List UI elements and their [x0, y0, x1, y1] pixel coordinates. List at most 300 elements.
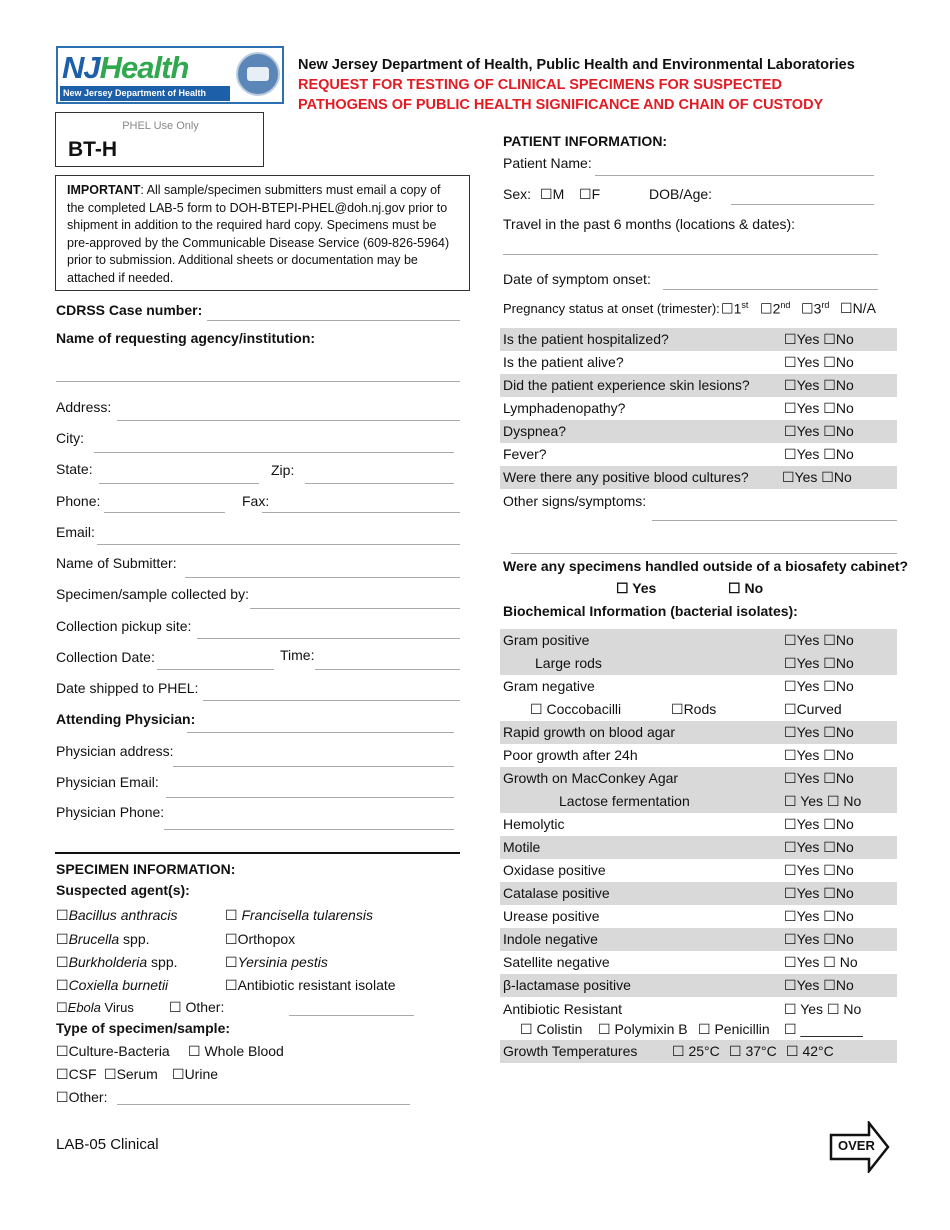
checkbox-icon: ☐ — [698, 1021, 711, 1037]
no-label: No — [833, 469, 852, 485]
pickup-field[interactable] — [197, 638, 460, 639]
yes-no-checkbox[interactable] — [781, 351, 854, 374]
no-label: No — [835, 354, 854, 370]
type-csf-checkbox[interactable] — [56, 1066, 97, 1083]
yes-label: Yes — [796, 862, 820, 878]
biosafety-label: Were any specimens handled outside of a biosafety cabinet? — [503, 558, 909, 574]
submitter-label: Name of Submitter: — [56, 555, 177, 571]
zip-field[interactable] — [305, 483, 454, 484]
checkbox-icon: ☐ — [784, 977, 797, 993]
trimester-1-checkbox[interactable] — [721, 300, 748, 318]
collection-date-field[interactable] — [157, 669, 274, 670]
no-label: No — [835, 400, 854, 416]
zip-label: Zip: — [271, 462, 295, 478]
checkbox-icon: ☐ — [823, 770, 836, 786]
patient-name-field[interactable] — [595, 175, 874, 176]
checkbox-label: M — [552, 186, 565, 202]
yes-no-checkbox[interactable] — [781, 882, 854, 905]
checkbox-icon: ☐ — [225, 907, 238, 923]
question-label: Lymphadenopathy? — [503, 400, 626, 416]
biochem-label: Gram positive — [503, 632, 590, 648]
agent-bacillus-checkbox[interactable] — [56, 907, 178, 924]
agent-label: Other: — [185, 999, 225, 1015]
no-label: No — [843, 793, 862, 809]
address-label: Address: — [56, 399, 112, 415]
question-label: Is the patient alive? — [503, 354, 624, 370]
checkbox-icon: ☐ — [823, 377, 836, 393]
agent-label: Orthopox — [237, 931, 296, 947]
section-divider — [55, 852, 460, 854]
checkbox-icon: ☐ — [826, 793, 840, 809]
question-label: Dyspnea? — [503, 423, 567, 439]
agent-label: Ebola — [67, 1000, 101, 1015]
checkbox-label: Curved — [796, 701, 842, 717]
other-signs-field-2[interactable] — [511, 553, 897, 554]
checkbox-icon: ☐ — [784, 400, 797, 416]
yes-label: Yes — [794, 469, 818, 485]
other-signs-field[interactable] — [652, 520, 897, 521]
checkbox-label: 1 — [733, 300, 742, 317]
dob-label: DOB/Age: — [649, 186, 713, 202]
yes-label: Yes — [796, 770, 820, 786]
no-label: No — [843, 1001, 862, 1017]
logo-tagline: New Jersey Department of Health — [60, 86, 230, 101]
yes-label: Yes — [796, 954, 820, 970]
yes-no-checkbox[interactable] — [781, 397, 854, 420]
important-text: : All sample/specimen submitters must email a copy of the completed LAB-5 form to DOH-BTEPI-PHEL@doh.nj.gov prior to shipment in addition to the required hard copy. Specimens must be pre-approved by the Communicable Disease Service (609-826-5964) prior to submission. Additional sheets or documentation may be attached if needed. — [67, 183, 450, 285]
checkbox-icon: ☐ — [225, 931, 238, 947]
no-label: No — [839, 954, 858, 970]
checkbox-icon: ☐ — [823, 632, 836, 648]
checkbox-icon: ☐ — [172, 1066, 185, 1082]
checkbox-icon: ☐ — [823, 816, 836, 832]
coccobacilli-checkbox[interactable] — [527, 698, 621, 721]
checkbox-icon: ☐ — [104, 1066, 117, 1082]
yes-no-checkbox[interactable] — [781, 420, 854, 443]
yes-no-checkbox[interactable] — [781, 813, 854, 836]
biochem-label: Lactose fermentation — [559, 793, 690, 809]
type-label: CSF — [68, 1066, 97, 1082]
checkbox-icon: ☐ — [823, 954, 836, 970]
checkbox-label: Coccobacilli — [546, 701, 622, 717]
checkbox-label: 25°C — [688, 1043, 720, 1059]
rods-checkbox[interactable] — [668, 698, 716, 721]
checkbox-icon: ☐ — [56, 1089, 69, 1105]
yes-no-checkbox[interactable] — [781, 629, 854, 652]
agent-label-suffix: Virus — [100, 1000, 134, 1015]
checkbox-icon: ☐ — [616, 580, 629, 596]
biochem-label: Oxidase positive — [503, 862, 606, 878]
physician-address-label: Physician address: — [56, 743, 174, 759]
patient-name-label: Patient Name: — [503, 155, 592, 171]
yes-label: Yes — [796, 931, 820, 947]
checkbox-label: 42°C — [802, 1043, 834, 1059]
checkbox-icon: ☐ — [784, 655, 797, 671]
physician-email-field[interactable] — [166, 797, 454, 798]
growth-temp-label: Growth Temperatures — [503, 1043, 638, 1059]
yes-label: Yes — [800, 793, 824, 809]
checkbox-icon: ☐ — [823, 446, 836, 462]
yes-no-checkbox[interactable] — [781, 836, 854, 859]
biochem-title: Biochemical Information (bacterial isolates): — [503, 603, 798, 619]
checkbox-icon: ☐ — [821, 469, 834, 485]
agent-label: Yersinia pestis — [237, 954, 328, 970]
phel-use-box — [55, 112, 264, 167]
email-field[interactable] — [97, 544, 460, 545]
checkbox-icon: ☐ — [823, 724, 836, 740]
yes-no-checkbox[interactable] — [779, 466, 852, 489]
checkbox-icon: ☐ — [823, 655, 836, 671]
yes-no-checkbox[interactable] — [781, 928, 854, 951]
yes-label: Yes — [796, 977, 820, 993]
agent-orthopox-checkbox[interactable] — [225, 931, 295, 948]
yes-no-checkbox[interactable] — [781, 721, 854, 744]
temp-25-checkbox[interactable] — [669, 1040, 720, 1063]
agent-label-suffix: spp. — [147, 954, 178, 970]
ordinal-suffix: rd — [821, 300, 830, 310]
agent-burkholderia-checkbox[interactable] — [56, 954, 178, 971]
checkbox-icon: ☐ — [56, 907, 69, 923]
checkbox-icon: ☐ — [540, 186, 553, 202]
onset-label: Date of symptom onset: — [503, 271, 651, 287]
checkbox-icon: ☐ — [784, 816, 797, 832]
no-label: No — [744, 580, 764, 596]
yes-label: Yes — [796, 377, 820, 393]
fax-field[interactable] — [262, 512, 460, 513]
ordinal-suffix: nd — [780, 300, 791, 310]
no-label: No — [835, 977, 854, 993]
yes-no-checkbox[interactable] — [781, 744, 854, 767]
yes-no-checkbox[interactable] — [781, 443, 854, 466]
yes-label: Yes — [796, 423, 820, 439]
yes-no-checkbox[interactable] — [781, 675, 854, 698]
time-label: Time: — [280, 647, 315, 663]
type-blood-checkbox[interactable] — [188, 1043, 284, 1060]
yes-no-checkbox[interactable] — [781, 652, 854, 675]
type-label: Serum — [116, 1066, 158, 1082]
dob-field[interactable] — [731, 204, 874, 205]
checkbox-icon: ☐ — [784, 747, 797, 763]
biochem-label: Growth on MacConkey Agar — [503, 770, 679, 786]
agency-label: Name of requesting agency/institution: — [56, 330, 316, 346]
checkbox-icon: ☐ — [784, 793, 797, 809]
yes-label: Yes — [796, 885, 820, 901]
physician-phone-field[interactable] — [164, 829, 454, 830]
collected-by-field[interactable] — [250, 608, 460, 609]
cdrss-label: CDRSS Case number: — [56, 302, 203, 318]
no-label: No — [835, 446, 854, 462]
no-label: No — [835, 816, 854, 832]
checkbox-icon: ☐ — [823, 977, 836, 993]
checkbox-label: 37°C — [745, 1043, 777, 1059]
no-label: No — [835, 770, 854, 786]
checkbox-icon: ☐ — [188, 1043, 201, 1059]
checkbox-icon: ☐ — [782, 469, 795, 485]
agent-label: Bacillus anthracis — [68, 907, 178, 923]
collected-by-label: Specimen/sample collected by: — [56, 586, 249, 602]
checkbox-icon: ☐ — [784, 885, 797, 901]
yes-label: Yes — [796, 816, 820, 832]
type-label: Culture-Bacteria — [68, 1043, 170, 1059]
checkbox-icon: ☐ — [579, 186, 592, 202]
agent-label: Coxiella burnetii — [68, 977, 169, 993]
checkbox-icon: ☐ — [784, 331, 797, 347]
yes-no-checkbox[interactable] — [781, 905, 854, 928]
agent-coxiella-checkbox[interactable] — [56, 977, 168, 994]
agent-antibiotic-checkbox[interactable] — [225, 977, 396, 994]
logo-wordmark: NJHealth — [62, 50, 189, 85]
agent-brucella-checkbox[interactable] — [56, 931, 150, 948]
yes-label: Yes — [796, 446, 820, 462]
no-label: No — [835, 655, 854, 671]
specimen-type-title: Type of specimen/sample: — [56, 1020, 231, 1036]
checkbox-icon: ☐ — [520, 1021, 533, 1037]
checkbox-icon: ☐ — [784, 770, 797, 786]
checkbox-icon: ☐ — [823, 423, 836, 439]
agent-ebola-checkbox[interactable] — [56, 1000, 134, 1016]
checkbox-icon: ☐ — [786, 1043, 799, 1059]
yes-no-checkbox[interactable] — [781, 767, 854, 790]
checkbox-label: Penicillin — [714, 1021, 770, 1037]
yes-label: Yes — [796, 747, 820, 763]
checkbox-icon: ☐ — [225, 977, 238, 993]
checkbox-icon: ☐ — [784, 377, 797, 393]
phel-use-label: PHEL Use Only — [122, 120, 199, 132]
penicillin-checkbox[interactable] — [695, 1018, 770, 1041]
city-label: City: — [56, 430, 84, 446]
no-label: No — [835, 377, 854, 393]
no-label: No — [835, 632, 854, 648]
question-label: Did the patient experience skin lesions? — [503, 377, 750, 393]
no-label: No — [835, 724, 854, 740]
form-id: LAB-05 Clinical — [56, 1136, 159, 1153]
important-notice — [55, 175, 470, 291]
type-urine-checkbox[interactable] — [172, 1066, 218, 1083]
header-department: New Jersey Department of Health, Public Health and Environmental Laboratories — [298, 57, 855, 73]
sex-m-checkbox[interactable] — [540, 186, 564, 203]
yes-label: Yes — [796, 655, 820, 671]
yes-no-checkbox[interactable] — [781, 374, 854, 397]
checkbox-icon: ☐ — [784, 862, 797, 878]
state-field[interactable] — [99, 483, 259, 484]
time-field[interactable] — [315, 669, 460, 670]
checkbox-icon: ☐ — [56, 1043, 69, 1059]
biochem-label: Indole negative — [503, 931, 598, 947]
phone-field[interactable] — [104, 512, 225, 513]
header-title-line: PATHOGENS OF PUBLIC HEALTH SIGNIFICANCE AND CHAIN OF CUSTODY — [298, 97, 824, 113]
no-label: No — [835, 678, 854, 694]
city-field[interactable] — [94, 452, 454, 453]
yes-label: Yes — [632, 580, 657, 596]
pregnancy-label: Pregnancy status at onset (trimester): — [503, 301, 720, 316]
phel-code: BT-H — [68, 138, 117, 161]
checkbox-label: F — [591, 186, 601, 202]
yes-label: Yes — [796, 354, 820, 370]
yes-no-checkbox[interactable] — [781, 974, 854, 997]
agent-francisella-checkbox[interactable] — [225, 907, 373, 924]
trimester-3-checkbox[interactable] — [801, 300, 829, 318]
agent-other-checkbox[interactable] — [169, 999, 224, 1016]
checkbox-icon: ☐ — [56, 977, 69, 993]
checkbox-label: N/A — [852, 300, 876, 316]
biochem-label: Large rods — [535, 655, 602, 671]
biosafety-no-checkbox[interactable] — [728, 580, 763, 597]
no-label: No — [835, 839, 854, 855]
checkbox-icon: ☐ — [784, 632, 797, 648]
yes-label: Yes — [796, 908, 820, 924]
onset-field[interactable] — [663, 289, 878, 290]
checkbox-icon: ☐ — [823, 862, 836, 878]
type-other-checkbox[interactable] — [56, 1089, 107, 1106]
no-label: No — [835, 931, 854, 947]
collection-date-label: Collection Date: — [56, 649, 155, 665]
agency-field[interactable] — [56, 381, 460, 382]
type-other-field[interactable] — [117, 1104, 410, 1105]
trimester-2-checkbox[interactable] — [760, 300, 790, 318]
checkbox-icon: ☐ — [721, 300, 734, 317]
checkbox-icon: ☐ — [671, 701, 684, 717]
checkbox-icon: ☐ — [530, 701, 543, 717]
biochem-label: Catalase positive — [503, 885, 610, 901]
type-label: Urine — [184, 1066, 219, 1082]
yes-no-checkbox[interactable] — [781, 859, 854, 882]
checkbox-icon: ☐ — [784, 1021, 797, 1037]
antibiotic-other-blank: ________ — [800, 1021, 863, 1037]
yes-label: Yes — [800, 1001, 824, 1017]
shipped-field[interactable] — [203, 700, 460, 701]
no-label: No — [835, 331, 854, 347]
state-label: State: — [56, 461, 93, 477]
agent-label: Antibiotic resistant isolate — [237, 977, 396, 993]
checkbox-icon: ☐ — [784, 701, 797, 717]
checkbox-icon: ☐ — [729, 1043, 742, 1059]
checkbox-icon: ☐ — [823, 747, 836, 763]
travel-label: Travel in the past 6 months (locations & dates): — [503, 216, 796, 232]
checkbox-icon: ☐ — [784, 423, 797, 439]
yes-label: Yes — [796, 632, 820, 648]
checkbox-icon: ☐ — [784, 446, 797, 462]
checkbox-icon: ☐ — [56, 1000, 68, 1015]
physician-email-label: Physician Email: — [56, 774, 159, 790]
biochem-label: β-lactamase positive — [503, 977, 631, 993]
biochem-label: Hemolytic — [503, 816, 565, 832]
yes-no-checkbox[interactable] — [781, 790, 861, 813]
yes-label: Yes — [796, 400, 820, 416]
checkbox-icon: ☐ — [823, 678, 836, 694]
temp-42-checkbox[interactable] — [783, 1040, 834, 1063]
trimester-na-checkbox[interactable] — [840, 300, 876, 317]
fax-label: Fax: — [242, 493, 270, 509]
sex-label: Sex: — [503, 186, 532, 202]
checkbox-icon: ☐ — [823, 931, 836, 947]
checkbox-icon: ☐ — [56, 954, 69, 970]
yes-label: Yes — [796, 331, 820, 347]
type-culture-checkbox[interactable] — [56, 1043, 170, 1060]
checkbox-icon: ☐ — [56, 931, 69, 947]
yes-label: Yes — [796, 839, 820, 855]
agent-label-suffix: spp. — [119, 931, 150, 947]
curved-checkbox[interactable] — [781, 698, 842, 721]
biochem-label: Poor growth after 24h — [503, 747, 638, 763]
travel-field[interactable] — [503, 254, 878, 255]
checkbox-icon: ☐ — [823, 400, 836, 416]
physician-phone-label: Physician Phone: — [56, 804, 165, 820]
agent-yersinia-checkbox[interactable] — [225, 954, 328, 971]
checkbox-icon: ☐ — [801, 300, 814, 317]
agent-label: Brucella — [68, 931, 120, 947]
checkbox-icon: ☐ — [784, 954, 797, 970]
biochem-label: Gram negative — [503, 678, 595, 694]
checkbox-label: 3 — [813, 300, 822, 317]
checkbox-icon: ☐ — [823, 331, 836, 347]
no-label: No — [835, 423, 854, 439]
checkbox-label: 2 — [772, 300, 781, 317]
checkbox-label: Rods — [683, 701, 717, 717]
biochem-label: Urease positive — [503, 908, 600, 924]
checkbox-icon: ☐ — [784, 839, 797, 855]
physician-address-field[interactable] — [173, 766, 454, 767]
biochem-label: Motile — [503, 839, 541, 855]
submitter-field[interactable] — [185, 577, 460, 578]
agent-label: Francisella tularensis — [241, 907, 373, 923]
checkbox-icon: ☐ — [823, 839, 836, 855]
physician-field[interactable] — [187, 732, 454, 733]
over-label: OVER — [838, 1138, 875, 1153]
colistin-checkbox[interactable] — [517, 1018, 582, 1041]
checkbox-icon: ☐ — [56, 1066, 69, 1082]
no-label: No — [835, 908, 854, 924]
checkbox-icon: ☐ — [823, 354, 836, 370]
ordinal-suffix: st — [741, 300, 749, 310]
no-label: No — [835, 885, 854, 901]
checkbox-icon: ☐ — [760, 300, 773, 317]
yes-no-checkbox[interactable] — [781, 328, 854, 351]
checkbox-icon: ☐ — [784, 1001, 797, 1017]
agents-title: Suspected agent(s): — [56, 882, 190, 898]
checkbox-icon: ☐ — [784, 678, 797, 694]
checkbox-icon: ☐ — [826, 1001, 840, 1017]
checkbox-icon: ☐ — [823, 908, 836, 924]
temp-37-checkbox[interactable] — [726, 1040, 777, 1063]
sex-f-checkbox[interactable] — [579, 186, 600, 203]
checkbox-icon: ☐ — [225, 954, 238, 970]
biosafety-yes-checkbox[interactable] — [616, 580, 656, 597]
checkbox-icon: ☐ — [784, 724, 797, 740]
shipped-label: Date shipped to PHEL: — [56, 680, 199, 696]
biochem-label: Satellite negative — [503, 954, 610, 970]
biochem-label: Antibiotic Resistant — [503, 1001, 623, 1017]
type-label: Other: — [68, 1089, 108, 1105]
header-title-line: REQUEST FOR TESTING OF CLINICAL SPECIMENS FOR SUSPECTED — [298, 77, 782, 93]
biochem-label: Rapid growth on blood agar — [503, 724, 676, 740]
agent-other-field[interactable] — [289, 1015, 414, 1016]
patient-title: PATIENT INFORMATION: — [503, 133, 668, 149]
no-label: No — [835, 747, 854, 763]
cdrss-field[interactable] — [207, 320, 460, 321]
polymixin-checkbox[interactable] — [595, 1018, 688, 1041]
yes-no-checkbox[interactable] — [781, 951, 858, 974]
yes-label: Yes — [796, 724, 820, 740]
address-field[interactable] — [117, 420, 460, 421]
type-serum-checkbox[interactable] — [104, 1066, 158, 1083]
checkbox-label: Polymixin B — [614, 1021, 688, 1037]
checkbox-icon: ☐ — [169, 999, 182, 1015]
phab-seal-icon — [236, 52, 280, 96]
question-label: Is the patient hospitalized? — [503, 331, 669, 347]
header-form-title — [298, 75, 823, 115]
other-signs-label: Other signs/symptoms: — [503, 493, 647, 509]
antibiotic-other-checkbox[interactable] — [781, 1018, 863, 1041]
